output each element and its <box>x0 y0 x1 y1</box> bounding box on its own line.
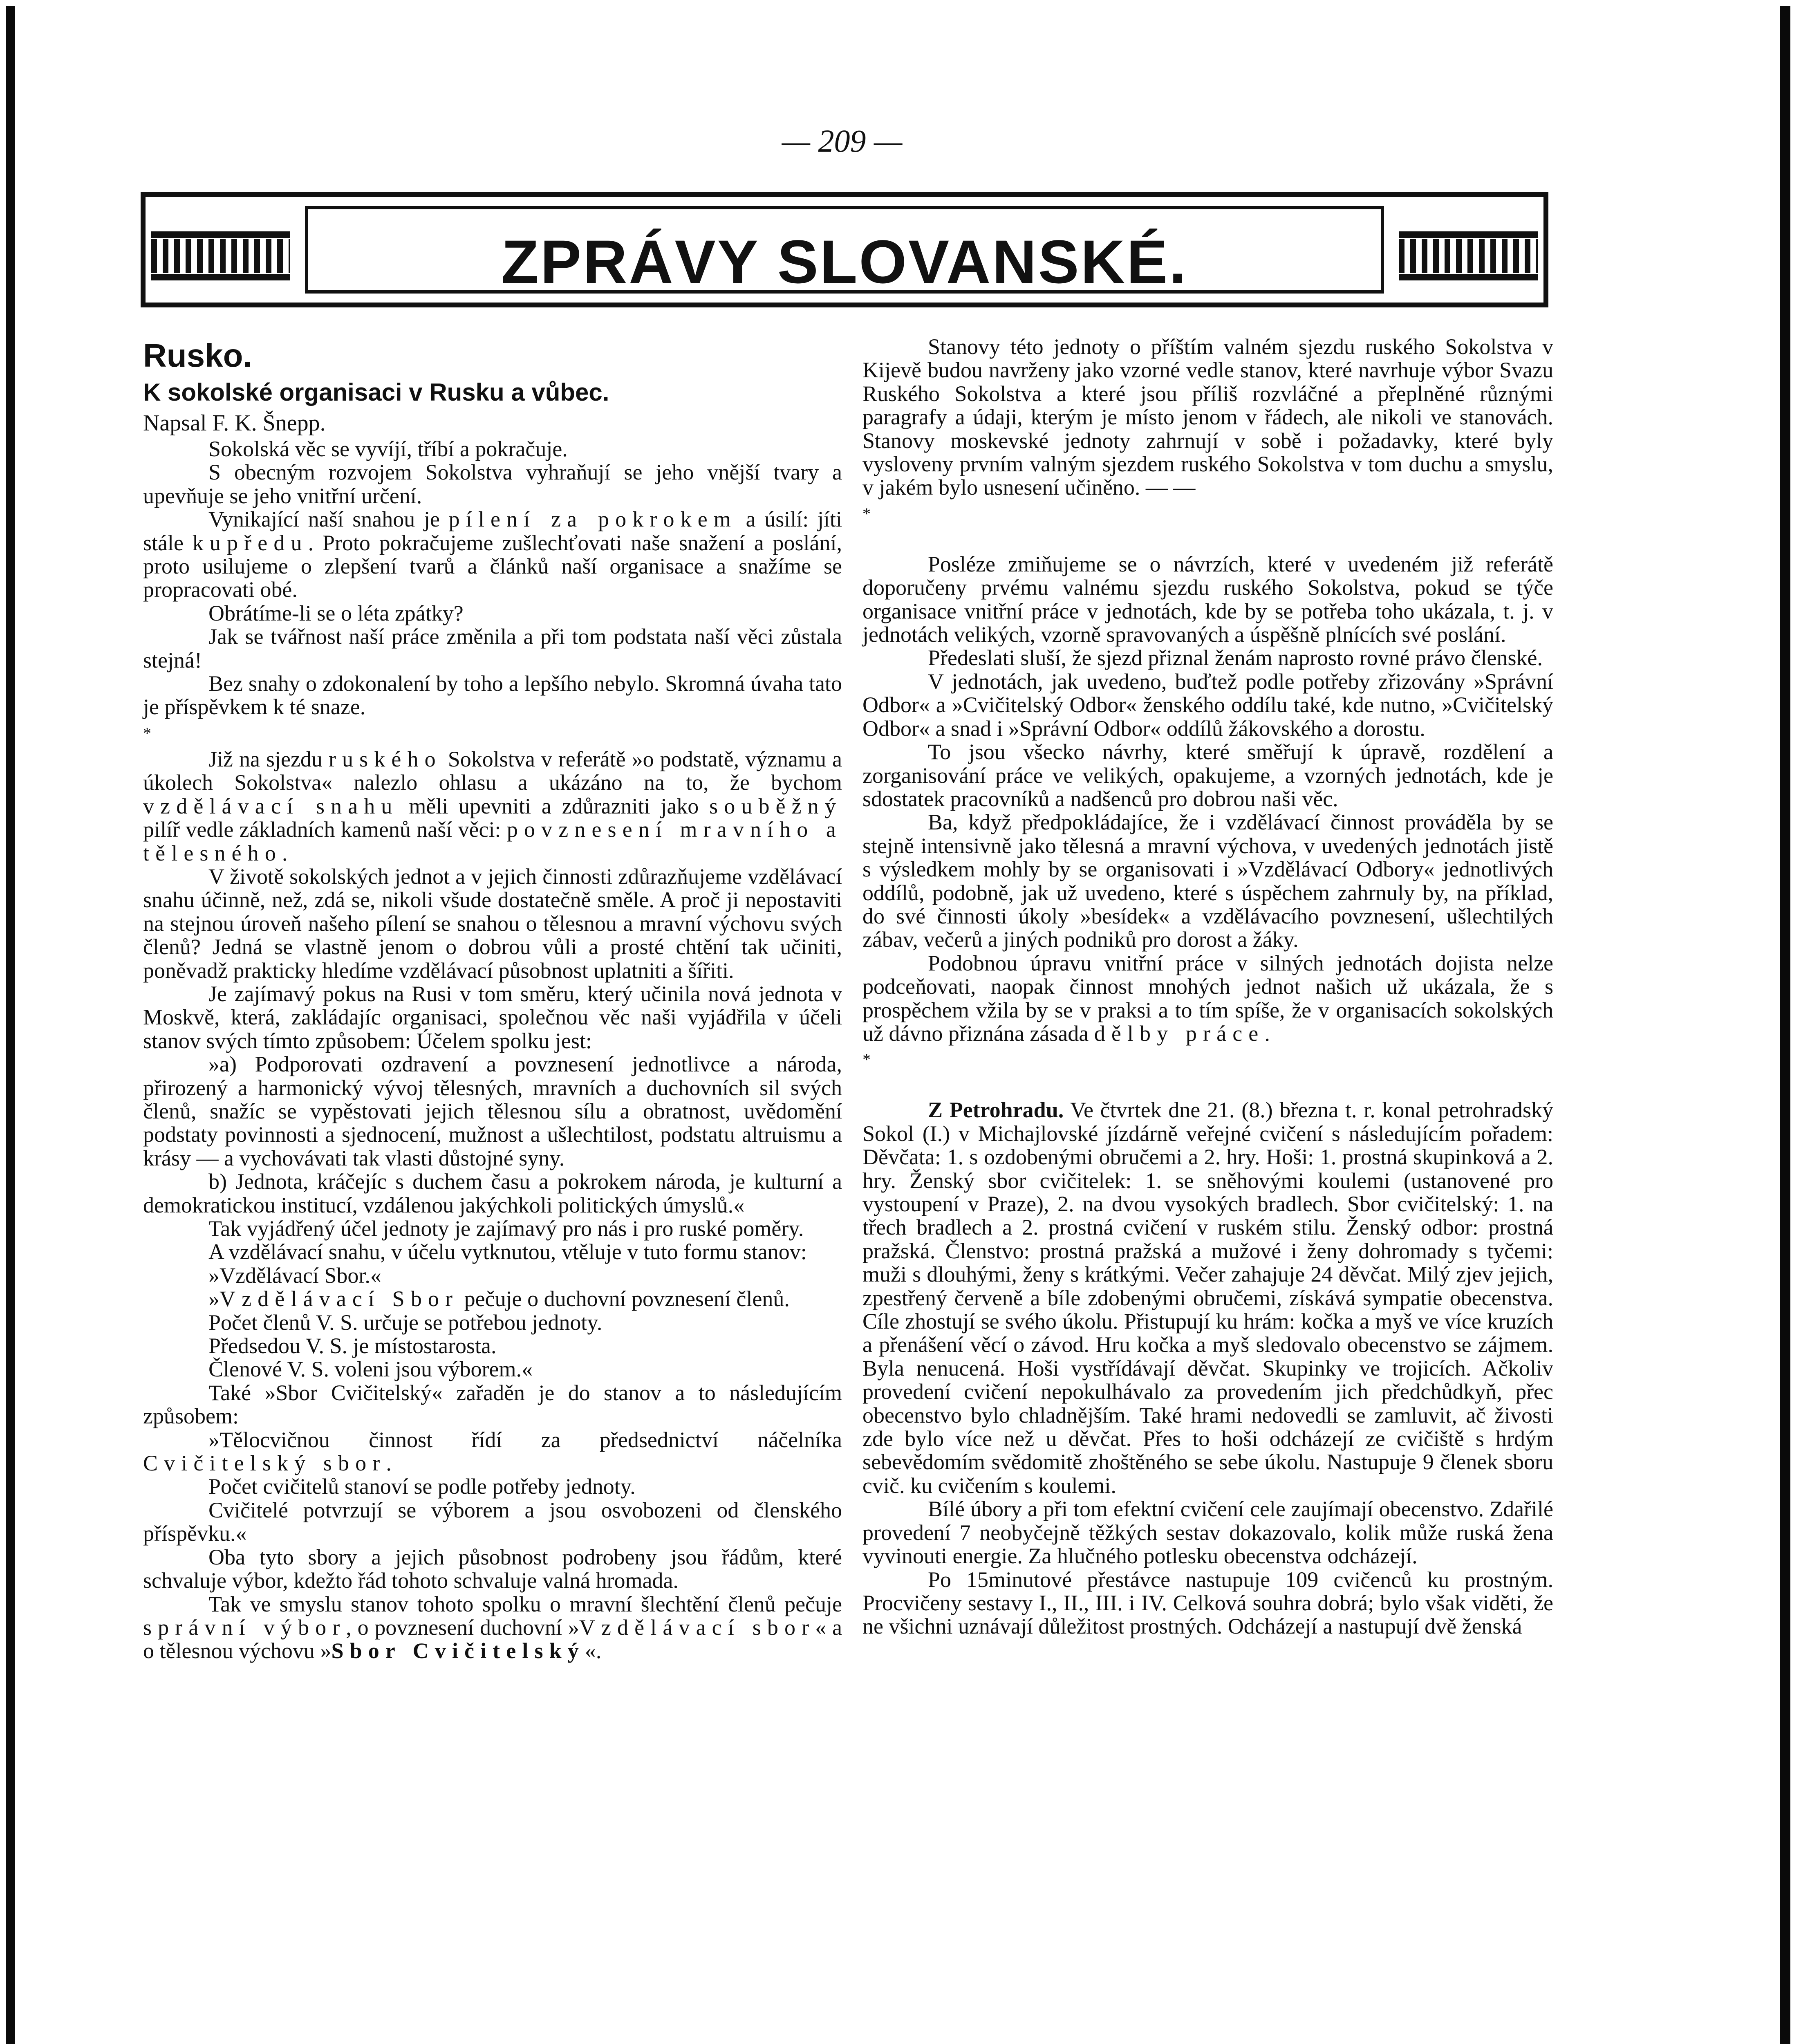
paragraph: Bílé úbory a při tom efektní cvičení cele zaujímají obecenstvo. Zdařilé provedení 7 neobyčejně těžkých sestav dokazovalo, kolik může ruská žena vyvinouti energie. Za hlučného potlesku obecenstva odcházejí. <box>862 1497 1553 1569</box>
paragraph: A vzdělávací snahu, v účelu vytknutou, vtěluje v tuto formu stanov: <box>208 1239 807 1264</box>
paragraph: To jsou všecko návrhy, které směřují k úpravě, rozdělení a zorganisování práce ve velikých, opakujeme, a vzorných jednotách, kde je sdostatek pracovníků a nadšenců pro dobrou naši věc. <box>862 740 1553 811</box>
paragraph: Stanovy této jednoty o příštím valném sjezdu ruského Sokolstva v Kijevě budou navrženy jako vzorné vedle stanov, které navrhuje výbor Svazu Ruského Sokolstva a které jsou příliš rozvláčné a přeplněné různými paragrafy a údaji, kterým je místo jenom v řádech, ale nikoli ve stanovách. Stanovy moskevské jednoty zahrnují v sobě i požadavky, které byly vysloveny prvním valným sjezdem ruského Sokolstva v tom duchu a smyslu, v jakém bylo usnesení učiněno. — — <box>862 334 1553 500</box>
paragraph: V jednotách, jak uvedeno, buďtež podle potřeby zřizovány »Správní Odbor« a »Cvičitelský Odbor« ženského oddílu také, kde nutno, »Cvičitelský Odbor« a snad i »Správní Odbor« oddílů žákovského a dorostu. <box>862 669 1553 741</box>
paragraph: »Tělocvičnou činnost řídí za předsednictví náčelníka Cvičitelský sbor. <box>143 1427 842 1476</box>
left-column <box>143 335 842 1663</box>
section-title: Rusko. <box>143 337 252 374</box>
paragraph: Cvičitelé potvrzují se výborem a jsou osvobozeni od členského příspěvku.« <box>143 1497 842 1546</box>
section-separator: * <box>143 724 151 742</box>
paragraph: Vynikající naší snahou je pílení za pokrokem a úsilí: jíti stále kupředu. Proto pokračujeme zušlechťovati naše snažení a poslání, proto usilujeme o zlepšení tvarů a článků naší organisace a snažíme se propracovati obé. <box>143 507 842 602</box>
paragraph: Předeslati sluší, že sjezd přiznal ženám naprosto rovné právo členské. <box>928 645 1543 670</box>
paragraph: Z Petrohradu. Ve čtvrtek dne 21. (8.) března t. r. konal petrohradský Sokol (I.) v Michajlovské jízdárně veřejné cvičení s následujícím pořadem: Děvčata: 1. s ozdobenými obručemi a 2. hry. Hoši: 1. prostná skupinková a 2. hry. Ženský sbor cvičitelek: 1. se sněhovými koulemi (ustanovené pro vystoupení v Praze), 2. na dvou vysokých bradlech. Sbor cvičitelský: 1. na třech bradlech a 2. prostná cvičení v ruském stilu. Ženský odbor: prostná pražská. Členstvo: prostná pražská a mužové i ženy dohromady s tyčemi: muži s dlouhými, ženy s krátkými. Večer zahajuje 24 děvčat. Milý zjev jejich, zpestřený červeně a bíle zdobenými obručemi, získává sympatie obecenstva. Cíle zhostují se svého úkolu. Přistupují ku hrám: kočka a myš ve více kruzích a přenášení věcí o závod. Hru kočka a myš sledovalo obecenstvo se zájmem. Byla nenucená. Hoši vystřídávají děvčat. Skupinky ve trojicích. Ačkoliv provedení cvičení nepokulhávalo za provedením jich předchůdkyň, přec obecenstvo bylo chladnějším. Také hrami nedovedli se zamluvit, ač živosti zde bylo více než u děvčat. Přes to hoši odcházejí ze cvičiště s hrdým sebevědomím svědomitě zhoštěného se sebe úkolu. Nastupuje 9 členek sboru cvič. ku cvičením s koulemi. <box>862 1098 1554 1498</box>
paragraph: »Vzdělávací Sbor pečuje o duchovní povznesení členů. <box>208 1286 790 1311</box>
paragraph: Je zajímavý pokus na Rusi v tom směru, který učinila nová jednota v Moskvě, která, zakládajíc organisaci, společnou věc naši vyjádřila v účeli stanov svých tímto způsobem: Účelem spolku jest: <box>143 981 842 1053</box>
news-heading: Z Petrohradu. <box>928 1098 1064 1123</box>
paragraph: »a) Podporovati ozdravení a povznesení jednotlivce a národa, přirozený a harmonický vývoj tělesných, mravních a duchovních sil svých členů, snažíc se vypěstovati jejich tělesnou sílu a obratnost, uvědomění podstaty povinnosti a sjednocení, mužnost a ušlechtilost, podstatu altruismu a krásy — a vychovávati tak vlasti důstojné syny. <box>143 1052 842 1170</box>
paragraph: S obecným rozvojem Sokolstva vyhraňují se jeho vnější tvary a upevňuje se jeho vnitřní určení. <box>143 460 842 508</box>
paragraph: Počet cvičitelů stanoví se podle potřeby jednoty. <box>208 1474 636 1499</box>
paragraph: »Vzdělávací Sbor.« <box>208 1263 381 1288</box>
paragraph: Již na sjezdu ruského Sokolstva v referátě »o podstatě, významu a úkolech Sokolstva« nalezlo ohlasu a ukázáno na to, že bychom vzdělávací snahu měli upevniti a zdůrazniti jako souběžný pilíř vedle základních kamenů naší věci: povznesení mravního a tělesného. <box>143 746 842 865</box>
paragraph: Sokolská věc se vyvíjí, tříbí a pokračuje. <box>208 437 568 461</box>
article-title: K sokolské organisaci v Rusku a vůbec. <box>143 379 609 406</box>
balustrade-ornament-left <box>151 213 290 285</box>
paragraph: Předsedou V. S. je místostarosta. <box>208 1334 497 1358</box>
paragraph: Ba, když předpokládajíce, že i vzdělávací činnost prováděla by se stejně intensivně jako tělesná a mravní výchova, v uvedených jednotách jistě s výsledkem mohly by se organisovati i »Vzdělávací Odbory« jednotlivých oddílů, podobně, jak už uvedeno, které s úspěchem zahrnuly by, na příklad, do své činnosti úkoly »besídek« a vzdělávacího povznesení, ušlechtilých zábav, večerů a jiných podniků pro dorost a žáky. <box>862 810 1553 952</box>
header-title-box <box>305 206 1384 294</box>
paragraph: Jak se tvářnost naší práce změnila a při tom podstata naší věci zůstala stejná! <box>143 624 842 672</box>
paragraph: Posléze zmiňujeme se o návrzích, které v uvedeném již referátě doporučeny prvému valnému sjezdu ruského Sokolstva, pokud se týče organisace vnitřní práce v jednotách, kde by se potřeba toho ukázala, t. j. v jednotách velikých, vzorně spravovaných a úspěšně plnících své poslání. <box>862 551 1553 647</box>
paragraph: Členové V. S. voleni jsou výborem.« <box>208 1357 533 1382</box>
balustrade-ornament-right <box>1399 213 1538 285</box>
paragraph: Tak vyjádřený účel jednoty je zajímavý pro nás i pro ruské poměry. <box>208 1216 804 1241</box>
section-separator: * <box>862 504 871 523</box>
paragraph: b) Jednota, kráčejíc s duchem času a pokrokem národa, je kulturní a demokratickou institucí, vzdálenou jakýchkoli politických úmyslů.« <box>143 1169 842 1217</box>
article-author: Napsal F. K. Šnepp. <box>143 410 326 436</box>
page-folio: — 209 — <box>782 123 903 159</box>
paragraph: Po 15minutové přestávce nastupuje 109 cvičenců ku prostným. Procvičeny sestavy I., II., III. i IV. Celková souhra dobrá; bylo však viděti, že ne všichni uznávají důležitost prostných. Odcházejí a nastupují dvě ženská <box>862 1567 1553 1639</box>
paragraph: Tak ve smyslu stanov tohoto spolku o mravní šlechtění členů pečuje správní výbor, o povznesení duchovní »Vzdělávací sbor« a o tělesnou výchovu »Sbor Cvičitelský«. <box>143 1591 842 1663</box>
paragraph: Počet členů V. S. určuje se potřebou jednoty. <box>208 1310 603 1335</box>
section-header <box>141 192 1548 307</box>
right-column <box>862 335 1553 1638</box>
paragraph: V životě sokolských jednot a v jejich činnosti zdůrazňujeme vzdělávací snahu účinně, než, zdá se, nikoli všude dostatečně směle. A proč ji nepostaviti na stejnou úroveň našeho pílení se snahou o tělesnou a mravní výchovu svých členů? Jedná se vlastně jenom o dobrou vůli a prosté chtění tak učiniti, poněvadž prakticky hledíme vzdělávací působnost uplatniti a šířiti. <box>143 864 842 983</box>
section-separator: * <box>862 1050 871 1069</box>
paragraph: Oba tyto sbory a jejich působnost podrobeny jsou řádům, které schvaluje výbor, kdežto řád tohoto schvaluje valná hromada. <box>143 1544 842 1593</box>
paragraph: Bez snahy o zdokonalení by toho a lepšího nebylo. Skromná úvaha tato je příspěvkem k té snaze. <box>143 671 842 719</box>
paragraph: Obrátíme-li se o léta zpátky? <box>208 601 464 625</box>
paragraph: Podobnou úpravu vnitřní práce v silných jednotách dojista nelze podceňovati, naopak činnost mnohých jednot našich už ukázala, že s prospěchem vžila by se v praksi a to tím spíše, že v organisacích sokolských už dávno přiznána zásada dělby práce. <box>862 950 1553 1046</box>
header-title: ZPRÁVY SLOVANSKÉ. <box>501 227 1188 296</box>
paragraph: Také »Sbor Cvičitelský« zařaděn je do stanov a to následujícím způsobem: <box>143 1380 842 1429</box>
